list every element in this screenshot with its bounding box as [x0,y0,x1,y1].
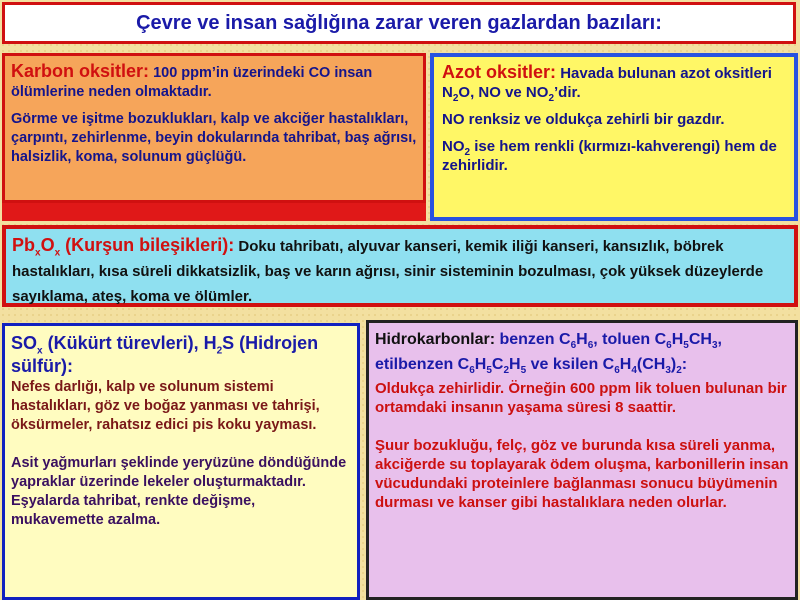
sox-h-b: (Kükürt türevleri), H [42,333,217,353]
lead-h-c: (Kurşun bileşikleri): [60,235,235,255]
azot-line3-b: ise hem renkli (kırmızı-kahverengi) hem de zehirlidir. [442,138,777,174]
lead-text: Doku tahribatı, alyuvar kanseri, kemik iliği kanseri, kansızlık, böbrek hastalıkları, kısa süreli dikkatsizlik, baş ve karın ağrısı, sinir sisteminin bozulması, çok yüksek düzeylerde sayıklama, ateş, koma ve ölümler. [12,238,764,305]
hc-t10: ve ksilen C [526,356,615,373]
hc-para2: Şuur bozukluğu, felç, göz ve burunda kısa süreli yanma, akciğerde su toplayarak ödem oluşma, karbonillerin insan vücudundaki proteinlere bağlanması sonucu büyümenin durması ve kanser gibi hastalıklara neden olurlar. [375,437,789,511]
hc-t3: , toluen C [593,331,667,348]
hc-s3: 6 [666,340,672,352]
carbon-oxides-box [2,53,426,203]
hc-label: Hidrokarbonlar: [375,331,496,348]
hc-s7: 5 [486,365,492,377]
azot-heading: Azot oksitler: [442,62,557,82]
lead-h-sub1: x [35,247,41,259]
sox-para3: Eşyalarda tahribat, renkte değişme, mukavemette azalma. [11,493,256,528]
hc-s12: 3 [665,365,671,377]
hc-s8: 2 [503,365,510,377]
lead-compounds-box [2,225,798,307]
hc-heading [375,327,789,377]
hc-t14: : [681,356,688,373]
sox-heading [11,332,351,378]
hc-s10: 6 [614,365,620,377]
lead-h-a: Pb [12,235,36,255]
hc-t8: C [491,356,504,373]
hc-para1: Oldukça zehirlidir. Örneğin 600 ppm lik toluen bulunan bir ortamdaki insanın yaşama süresi 8 saattir. [375,380,787,416]
sox-h-a: SO [11,333,38,353]
page-title [2,2,796,44]
sox-h-sub1: x [37,345,43,357]
hc-t9: H [509,356,521,373]
sox-h-sub2: 2 [216,345,223,357]
lead-paragraph [12,233,788,309]
carbon-heading: Karbon oksitler: [11,61,150,81]
hc-s11: 4 [631,365,637,377]
azot-line3-sub: 2 [464,147,471,158]
hc-s5: 3 [711,340,718,352]
azot-line3-a: NO [442,138,465,155]
hc-t7: H [474,356,487,373]
carbon-effects: Görme ve işitme bozuklukları, kalp ve akciğer hastalıkları, çarpıntı, zehirlenme, beyin dokularında tahribat, baş ağrısı, halsizlik, koma, solunum güçlüğü. [11,111,417,165]
azot-sub1: 2 [452,93,459,104]
hc-t4: H [671,331,684,348]
hc-t11: H [619,356,632,373]
hc-t2: H [576,331,588,348]
sox-h-c: S (Hidrojen sülfür): [11,333,319,376]
lead-heading [12,235,235,259]
hc-t6: , etilbenzen C [375,331,722,373]
azot-intro-a: Havada bulunan azot oksitleri N [442,65,772,101]
hc-t13: ) [670,356,677,373]
hc-s4: 5 [683,340,689,352]
page-title-text: Çevre ve insan sağlığına zarar veren gazlardan bazıları: [136,11,662,34]
hc-t1: benzen C [495,331,571,348]
azot-line3 [442,137,786,175]
azot-line2: NO renksiz ve oldukça zehirli bir gazdır. [442,111,725,128]
sox-para1: Nefes darlığı, kalp ve solunum sistemi hastalıkları, göz ve boğaz yanması ve tahrişi, öksürmeler, rahatsız edici pis koku yayması. [11,379,320,433]
azot-intro-b: O, NO ve NO [458,84,549,101]
hc-s6: 6 [469,365,475,377]
hc-s2: 6 [587,340,594,352]
azot-intro [442,63,786,102]
nitrogen-oxides-box [430,53,798,221]
azot-intro-c: ’dir. [554,84,581,101]
red-divider [2,203,426,221]
hc-t12: (CH [636,356,666,373]
lead-h-sub2: x [54,247,61,259]
hc-s1: 6 [570,340,577,352]
hc-t5: CH [688,331,712,348]
sox-para2: Asit yağmurları şeklinde yeryüzüne döndüğünde yapraklar üzerinde lekeler oluşturmaktadır. [11,455,347,490]
carbon-line1: 100 ppm’in üzerindeki CO insan ölümlerine neden olmaktadır. [11,65,373,100]
azot-sub2: 2 [548,93,554,104]
sulfur-compounds-box [2,323,360,600]
hc-s13: 2 [676,365,682,377]
carbon-intro [11,62,417,102]
lead-h-b: O [40,235,55,255]
hc-s9: 5 [520,365,527,377]
hydrocarbons-box [366,320,798,600]
